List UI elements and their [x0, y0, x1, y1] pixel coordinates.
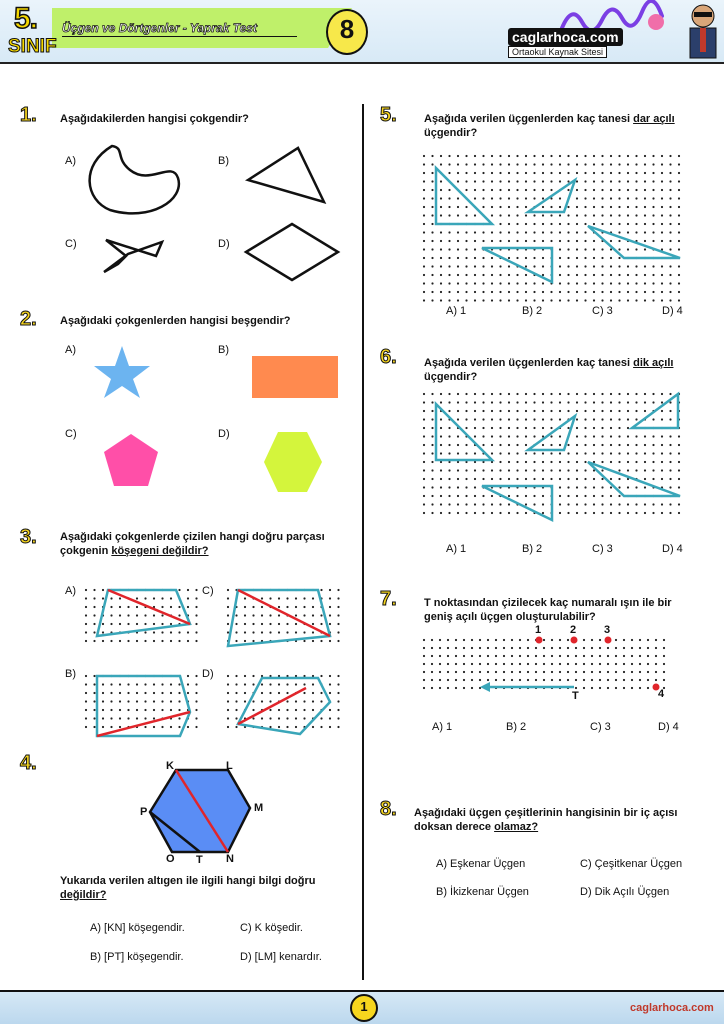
grid-dot [463, 687, 465, 689]
grid-dot [543, 663, 545, 665]
grid-dot [463, 639, 465, 641]
option-label: C) [65, 238, 77, 250]
grid-dot [623, 687, 625, 689]
grid-dot [567, 639, 569, 641]
grid-dot [559, 671, 561, 673]
grid-dot [615, 687, 617, 689]
grid-dot [591, 679, 593, 681]
option-label: B) 2 [506, 721, 527, 733]
option-label: B) 2 [522, 543, 543, 555]
grid-dot [575, 655, 577, 657]
question-text-underlined: dar açılı [633, 113, 675, 125]
grid-dot [535, 663, 537, 665]
grid-dot [591, 663, 593, 665]
grid-dot [591, 647, 593, 649]
grid-dot [583, 639, 585, 641]
grid-dot [455, 655, 457, 657]
grid-dot [471, 639, 473, 641]
grid-dot [447, 639, 449, 641]
question-text: Aşağıdakilerden hangisi çokgendir? [60, 113, 249, 125]
option-label: D) [LM] kenardır. [240, 951, 322, 963]
grid-dot [543, 647, 545, 649]
grade-number: 5. [14, 2, 38, 35]
grid-dot [631, 655, 633, 657]
grid-dot [455, 679, 457, 681]
option-label: C) Çeşitkenar Üçgen [580, 858, 683, 870]
grid-dot [615, 655, 617, 657]
grid-dot [631, 639, 633, 641]
grid-dot [423, 647, 425, 649]
point-label-4: 4 [658, 688, 665, 700]
grid-dot [479, 655, 481, 657]
grid-dot [447, 679, 449, 681]
grid-dot [567, 679, 569, 681]
grid-dot [487, 679, 489, 681]
option-label: D) [202, 668, 214, 680]
grid-dot [431, 671, 433, 673]
grid-dot [663, 655, 665, 657]
grid-dot [455, 663, 457, 665]
grid-dot [575, 687, 577, 689]
grid-dot [575, 647, 577, 649]
grid-dot [511, 671, 513, 673]
grid-dot [655, 671, 657, 673]
grid-dot [527, 655, 529, 657]
grid-dot [663, 663, 665, 665]
grid-dot [447, 663, 449, 665]
grid-dot [519, 647, 521, 649]
grid-dot [519, 663, 521, 665]
option-label: B) [65, 668, 76, 680]
option-label: C) 3 [592, 543, 613, 555]
question-number: 2. [20, 308, 37, 330]
question-text-line-2 [414, 820, 538, 834]
grid-dot [599, 647, 601, 649]
grid-dot [631, 647, 633, 649]
option-label: B) [218, 155, 229, 167]
grid-dot [439, 687, 441, 689]
grid-dot [639, 639, 641, 641]
grid-dot [639, 647, 641, 649]
grid-dot [599, 663, 601, 665]
grid-dot [607, 663, 609, 665]
grade-label: SINIF [8, 36, 57, 57]
grid-dot [631, 671, 633, 673]
question-text-line-1: T noktasından çizilecek kaç numaralı ışın ile bir [424, 597, 672, 609]
grid-dot [543, 679, 545, 681]
vertex-m: M [254, 802, 264, 814]
grid-dot [655, 647, 657, 649]
grid-dot [623, 639, 625, 641]
grid-dot [639, 687, 641, 689]
grid-dot [527, 663, 529, 665]
grid-dot [423, 679, 425, 681]
grid-dot [575, 679, 577, 681]
question-text-plain: Aşağıda verilen üçgenlerden kaç tanesi [424, 357, 634, 369]
grid-dot [527, 679, 529, 681]
question-text-underlined: değildir? [60, 889, 107, 901]
grid-dot [599, 687, 601, 689]
question-text-line-1: Aşağıdaki çokgenlerde çizilen hangi doğru parçası [60, 531, 325, 543]
grid-dot [503, 647, 505, 649]
grid-dot [615, 663, 617, 665]
grid-dot [655, 639, 657, 641]
grid-dot [511, 647, 513, 649]
grid-dot [463, 647, 465, 649]
footer-site: caglarhoca.com [630, 1002, 714, 1014]
grid-dot [471, 647, 473, 649]
grid-dot [503, 663, 505, 665]
grid-dot [615, 647, 617, 649]
grid-dot [647, 647, 649, 649]
option-label: A) [KN] köşegendir. [90, 922, 185, 934]
grid-dot [607, 647, 609, 649]
grid-dot [511, 639, 513, 641]
grid-dot [423, 663, 425, 665]
option-label: D) 4 [662, 543, 683, 555]
question-text-line-2: üçgendir? [424, 371, 478, 383]
grid-dot [439, 647, 441, 649]
grid-dot [431, 679, 433, 681]
grid-dot [655, 655, 657, 657]
grid-dot [439, 639, 441, 641]
grid-dot [599, 671, 601, 673]
grid-dot [431, 663, 433, 665]
grid-dot [591, 687, 593, 689]
grid-dot [567, 647, 569, 649]
grid-dot [495, 679, 497, 681]
grid-dot [647, 655, 649, 657]
question-text-underlined: köşegeni değildir? [111, 545, 209, 557]
point-2 [571, 637, 578, 644]
question-number: 1. [20, 104, 37, 126]
grid-dot [519, 679, 521, 681]
grid-dot [423, 687, 425, 689]
vertex-n: N [226, 853, 234, 865]
option-label: A) [65, 344, 76, 356]
point-label-2: 2 [570, 624, 577, 636]
grid-dot [431, 687, 433, 689]
vertex-p: P [140, 806, 148, 818]
page-number: 1 [360, 999, 368, 1014]
option-label: D) Dik Açılı Üçgen [580, 886, 670, 898]
grid-dot [471, 655, 473, 657]
grid-dot [527, 639, 529, 641]
grid-dot [527, 671, 529, 673]
grid-dot [471, 663, 473, 665]
grid-dot [487, 655, 489, 657]
grid-dot [647, 671, 649, 673]
grid-dot [503, 671, 505, 673]
grid-dot [559, 679, 561, 681]
grid-dot [551, 639, 553, 641]
grid-dot [495, 663, 497, 665]
grid-dot [439, 663, 441, 665]
grid-dot [447, 655, 449, 657]
option-label: C) [65, 428, 77, 440]
grid-dot [663, 671, 665, 673]
option-label: C) [202, 585, 214, 597]
option-label: D) [218, 238, 230, 250]
question-text: Aşağıdaki çokgenlerden hangisi beşgendir? [60, 315, 291, 327]
grid-dot [487, 639, 489, 641]
grid-dot [519, 639, 521, 641]
question-text-underlined: dik açılı [633, 357, 674, 369]
grid-dot [511, 679, 513, 681]
option-label: A) 1 [446, 305, 467, 317]
footer-border [0, 990, 724, 992]
grid-dot [511, 655, 513, 657]
question-text-plain: Aşağıda verilen üçgenlerden kaç tanesi [424, 113, 634, 125]
grid-dot [639, 679, 641, 681]
grid-dot [503, 655, 505, 657]
grid-dot [575, 671, 577, 673]
grid-dot [551, 647, 553, 649]
question-text-line-2: geniş açılı üçgen oluşturulabilir? [424, 611, 596, 623]
option-label: D) [218, 428, 230, 440]
grid-dot [623, 671, 625, 673]
grid-dot [607, 671, 609, 673]
question-text-underlined: olamaz? [494, 821, 539, 833]
grid-dot [455, 639, 457, 641]
grid-dot [631, 679, 633, 681]
grid-dot [543, 639, 545, 641]
grid-dot [623, 647, 625, 649]
grid-dot [471, 679, 473, 681]
grid-dot [607, 679, 609, 681]
grid-dot [439, 679, 441, 681]
grid-dot [583, 671, 585, 673]
grid-dot [535, 679, 537, 681]
grid-dot [455, 671, 457, 673]
grid-dot [431, 647, 433, 649]
grid-dot [551, 655, 553, 657]
option-label: B) [218, 344, 229, 356]
point-1 [536, 637, 543, 644]
option-label: A) 1 [446, 543, 467, 555]
grid-dot [607, 687, 609, 689]
grid-dot [519, 655, 521, 657]
grid-dot [591, 671, 593, 673]
arrow-head-icon [480, 682, 490, 692]
grid-dot [647, 663, 649, 665]
grid-dot [559, 639, 561, 641]
grid-dot [455, 687, 457, 689]
option-label: A) [65, 585, 76, 597]
grid-dot [647, 679, 649, 681]
grid-dot [575, 663, 577, 665]
grid-dot [599, 639, 601, 641]
grid-dot [479, 671, 481, 673]
grid-dot [663, 647, 665, 649]
point-label-t: T [572, 690, 579, 702]
grid-dot [495, 639, 497, 641]
grid-dot [479, 647, 481, 649]
grid-dot [663, 639, 665, 641]
grid-dot [583, 687, 585, 689]
grid-dot [479, 663, 481, 665]
grid-dot [559, 647, 561, 649]
grid-dot [543, 671, 545, 673]
grid-dot [655, 679, 657, 681]
grid-dot [503, 679, 505, 681]
question-number: 7. [380, 588, 397, 610]
vertex-o: O [166, 853, 175, 865]
grid-dot [599, 655, 601, 657]
option-label: D) 4 [662, 305, 683, 317]
option-label: C) 3 [592, 305, 613, 317]
question-number: 5. [380, 104, 397, 126]
point-label-1: 1 [535, 624, 542, 636]
grid-dot [439, 671, 441, 673]
option-label: B) İkizkenar Üçgen [436, 886, 529, 898]
grid-dot [583, 655, 585, 657]
grid-dot [495, 671, 497, 673]
site-subtitle: Ortaokul Kaynak Sitesi [508, 46, 607, 58]
site-logo: caglarhoca.com [508, 28, 623, 46]
grid-dot [463, 663, 465, 665]
grid-dot [535, 655, 537, 657]
question-text-line-1: Aşağıdaki üçgen çeşitlerinin hangisinin bir iç açısı [414, 807, 678, 819]
grid-dot [591, 655, 593, 657]
grid-dot [583, 679, 585, 681]
grid-dot [423, 655, 425, 657]
grid-dot [551, 679, 553, 681]
option-label: D) 4 [658, 721, 679, 733]
option-label: A) [65, 155, 76, 167]
grid-dot [615, 679, 617, 681]
option-label: A) 1 [432, 721, 453, 733]
grid-dot [535, 671, 537, 673]
grid-dot [527, 647, 529, 649]
grid-dot [519, 671, 521, 673]
dot-grid [423, 639, 665, 689]
page-title: Üçgen ve Dörtgenler - Yaprak Test [62, 21, 257, 35]
grid-dot [559, 663, 561, 665]
grid-dot [447, 671, 449, 673]
grid-dot [647, 687, 649, 689]
test-number: 8 [339, 14, 355, 44]
grid-dot [623, 655, 625, 657]
grid-dot [607, 655, 609, 657]
grid-dot [423, 671, 425, 673]
grid-dot [479, 679, 481, 681]
grid-dot [567, 671, 569, 673]
grid-dot [639, 671, 641, 673]
grid-dot [591, 639, 593, 641]
grid-dot [447, 647, 449, 649]
point-t: T [196, 854, 203, 866]
grid-dot [543, 655, 545, 657]
grid-dot [583, 663, 585, 665]
grid-dot [495, 655, 497, 657]
grid-dot [455, 647, 457, 649]
grid-dot [615, 671, 617, 673]
grid-dot [479, 639, 481, 641]
option-label: B) [PT] köşegendir. [90, 951, 184, 963]
grid-dot [663, 679, 665, 681]
question-text-line-1: Yukarıda verilen altıgen ile ilgili hangi bilgi doğru [60, 875, 316, 887]
grid-dot [431, 655, 433, 657]
grid-dot [567, 663, 569, 665]
grid-dot [447, 687, 449, 689]
grid-dot [639, 663, 641, 665]
grid-dot [511, 663, 513, 665]
question-number: 3. [20, 526, 37, 548]
grid-dot [463, 655, 465, 657]
option-label: A) Eşkenar Üçgen [436, 858, 526, 870]
option-label: C) 3 [590, 721, 611, 733]
grid-dot [623, 679, 625, 681]
grid-dot [487, 671, 489, 673]
grid-dot [495, 647, 497, 649]
grid-dot [487, 647, 489, 649]
question-text-line-2: üçgendir? [424, 127, 478, 139]
question-number: 4. [20, 752, 37, 774]
grid-dot [655, 663, 657, 665]
grid-dot [551, 663, 553, 665]
grid-dot [463, 671, 465, 673]
grid-dot [535, 647, 537, 649]
grid-dot [639, 655, 641, 657]
grid-dot [567, 655, 569, 657]
grid-dot [559, 655, 561, 657]
grid-dot [583, 647, 585, 649]
grid-dot [503, 639, 505, 641]
option-label: C) K köşedir. [240, 922, 303, 934]
point-label-3: 3 [604, 624, 611, 636]
vertex-k: K [166, 760, 174, 772]
question-text-plain: doksan derece [414, 821, 495, 833]
grid-dot [487, 663, 489, 665]
option-label: B) 2 [522, 305, 543, 317]
vertex-l: L [226, 760, 233, 772]
grid-dot [423, 639, 425, 641]
point-3 [605, 637, 612, 644]
grid-dot [431, 639, 433, 641]
question-text-plain: çokgenin [60, 545, 112, 557]
grid-dot [471, 687, 473, 689]
grid-dot [647, 639, 649, 641]
grid-dot [463, 679, 465, 681]
grid-dot [439, 655, 441, 657]
grid-dot [471, 671, 473, 673]
grid-dot [599, 679, 601, 681]
grid-dot [631, 663, 633, 665]
question-number: 6. [380, 346, 397, 368]
grid-dot [623, 663, 625, 665]
grid-dot [615, 639, 617, 641]
grid-dot [631, 687, 633, 689]
grid-dot [551, 671, 553, 673]
question-number: 8. [380, 798, 397, 820]
